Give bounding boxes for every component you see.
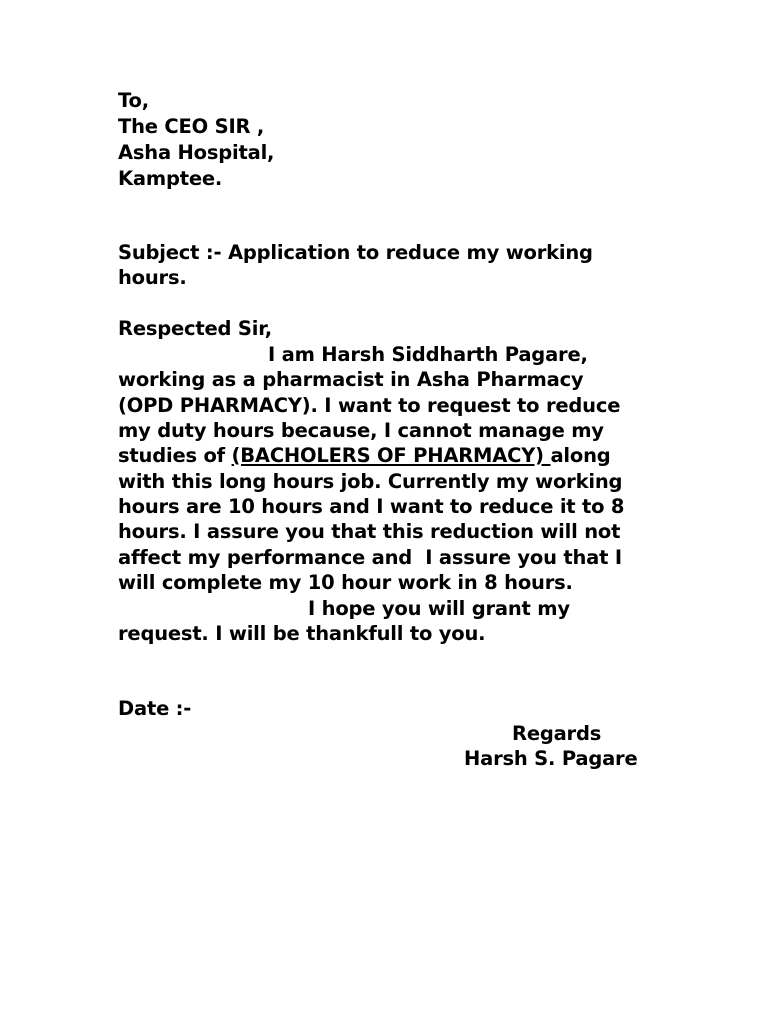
signature-name: Harsh S. Pagare — [464, 747, 638, 770]
body-line-12: request. I will be thankfull to you. — [118, 622, 486, 645]
body-line-1: I am Harsh Siddharth Pagare, — [268, 343, 588, 366]
body-line-9: affect my performance and I assure you that I — [118, 546, 622, 569]
body-line-5 — [118, 443, 611, 468]
body-line-5-prefix: studies of — [118, 444, 232, 467]
body-line-11: I hope you will grant my — [308, 597, 570, 620]
body-line-7: hours are 10 hours and I want to reduce it to 8 — [118, 495, 625, 518]
body-line-3: (OPD PHARMACY). I want to request to reduce — [118, 394, 621, 417]
date-label: Date :- — [118, 697, 192, 720]
body-line-10: will complete my 10 hour work in 8 hours. — [118, 571, 573, 594]
subject-line-2: hours. — [118, 266, 187, 289]
body-line-4: my duty hours because, I cannot manage my — [118, 419, 604, 442]
body-line-8: hours. I assure you that this reduction will not — [118, 520, 621, 543]
recipient-to: To, — [118, 89, 149, 112]
recipient-organization: Asha Hospital, — [118, 141, 275, 164]
body-line-6: with this long hours job. Currently my working — [118, 470, 623, 493]
body-line-2: working as a pharmacist in Asha Pharmacy — [118, 368, 584, 391]
closing-regards: Regards — [512, 722, 602, 745]
recipient-title: The CEO SIR , — [118, 115, 265, 138]
recipient-city: Kamptee. — [118, 167, 223, 190]
subject-line-1: Subject :- Application to reduce my working — [118, 241, 593, 264]
degree-name-underlined: (BACHOLERS OF PHARMACY) — [231, 444, 551, 467]
body-line-5-suffix: along — [550, 444, 611, 467]
greeting: Respected Sir, — [118, 317, 272, 340]
